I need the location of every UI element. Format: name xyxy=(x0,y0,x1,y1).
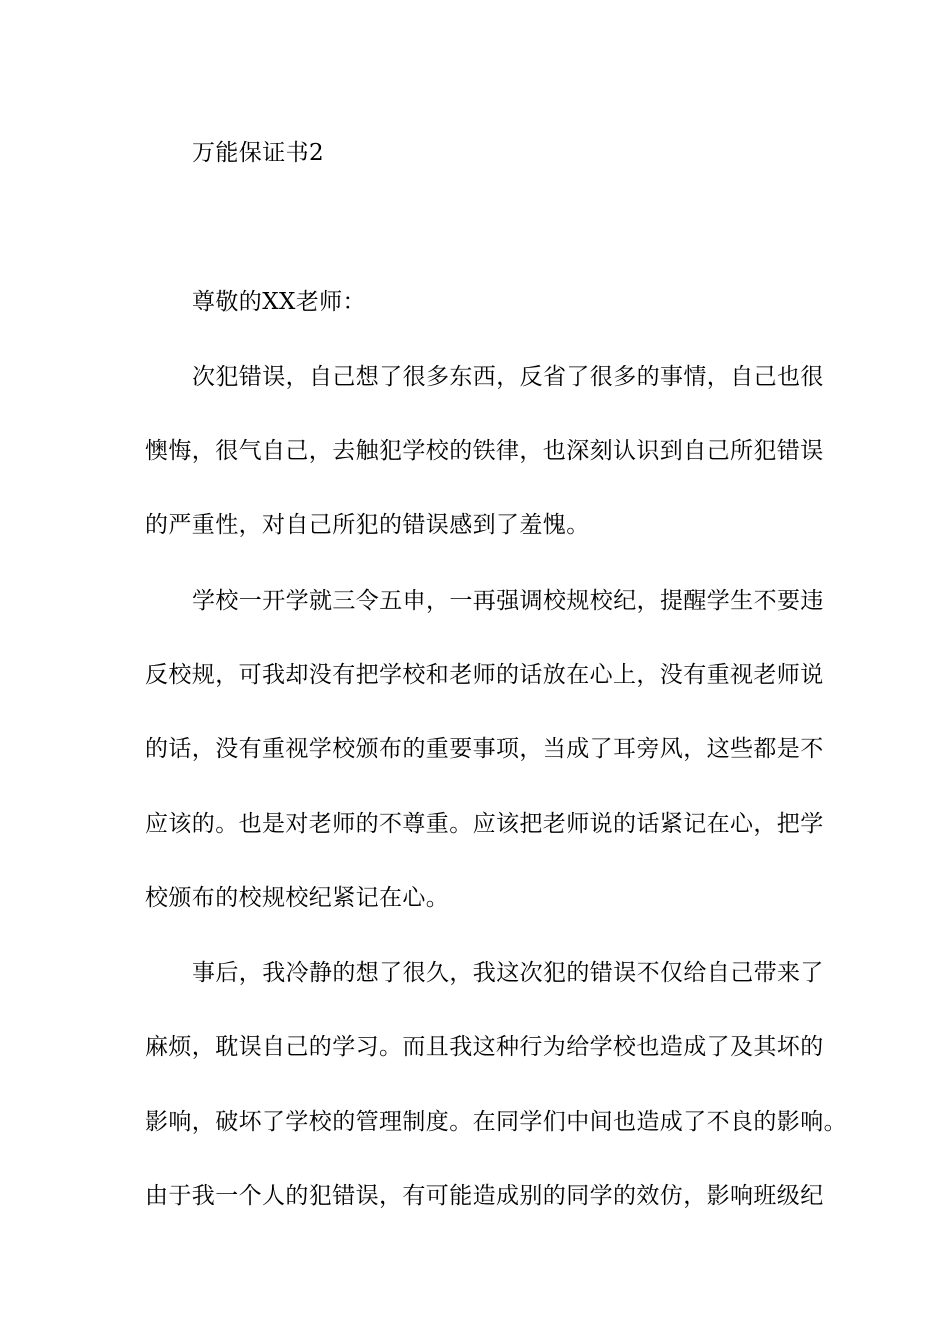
paragraph-line: 学校一开学就三令五申，一再强调校规校纪，提醒学生不要违 xyxy=(192,588,824,614)
paragraph-line: 懊悔，很气自己，去触犯学校的铁律，也深刻认识到自己所犯错误 xyxy=(145,438,824,464)
paragraph-line: 事后，我冷静的想了很久，我这次犯的错误不仅给自己带来了 xyxy=(192,960,824,986)
paragraph-line: 影响，破坏了学校的管理制度。在同学们中间也造成了不良的影响。 xyxy=(145,1109,847,1135)
paragraph-line: 校颁布的校规校纪紧记在心。 xyxy=(145,885,450,911)
paragraph-line: 由于我一个人的犯错误，有可能造成别的同学的效仿，影响班级纪 xyxy=(145,1183,824,1209)
salutation: 尊敬的XX老师： xyxy=(192,289,366,315)
paragraph-line: 次犯错误，自己想了很多东西，反省了很多的事情，自己也很 xyxy=(192,364,824,390)
paragraph-line: 反校规，可我却没有把学校和老师的话放在心上，没有重视老师说 xyxy=(145,662,824,688)
document-title: 万能保证书2 xyxy=(192,140,325,166)
paragraph-line: 应该的。也是对老师的不尊重。应该把老师说的话紧记在心，把学 xyxy=(145,811,824,837)
paragraph-line: 麻烦，耽误自己的学习。而且我这种行为给学校也造成了及其坏的 xyxy=(145,1034,824,1060)
paragraph-line: 的严重性，对自己所犯的错误感到了羞愧。 xyxy=(145,512,590,538)
paragraph-line: 的话，没有重视学校颁布的重要事项，当成了耳旁风，这些都是不 xyxy=(145,736,824,762)
